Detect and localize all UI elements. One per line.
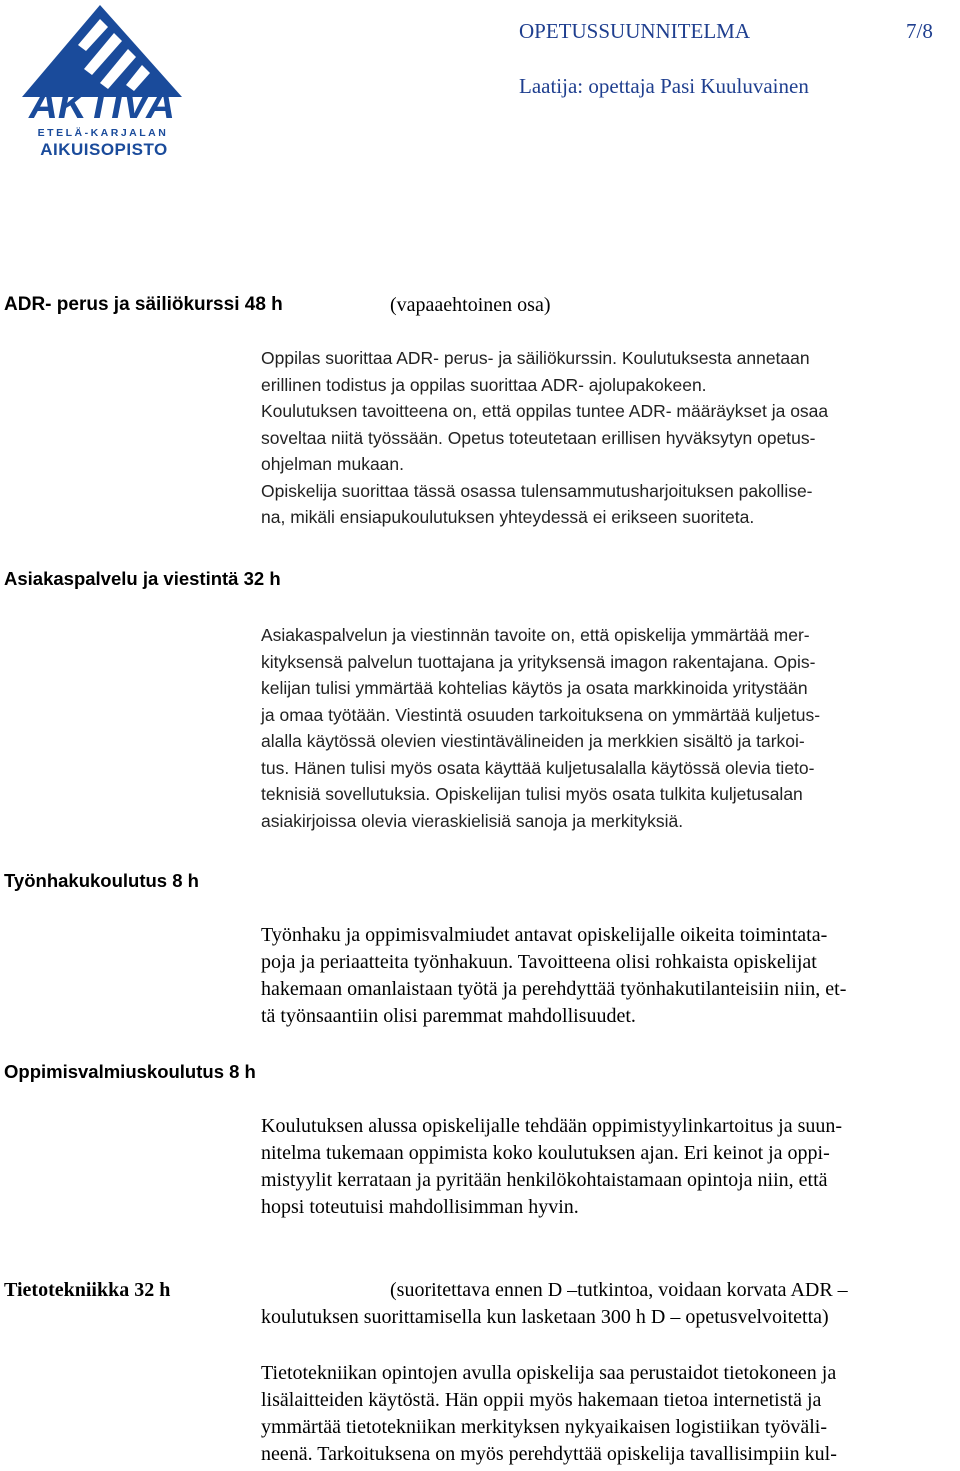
text-line: tus. Hänen tulisi myös osata käyttää kuljetusalalla käytössä olevia tieto- [261,757,815,778]
logo-brand-text: AKTIVA [29,83,175,127]
text-line: Asiakaspalvelun ja viestinnän tavoite on, että opiskelija ymmärtää mer- [261,625,810,645]
text-line: erillinen todistus ja oppilas suorittaa ADR- ajolupakokeen. [261,374,707,395]
section-note-tietotekniikka: (suoritettava ennen D –tutkintoa, voidaan korvata ADR – [390,1279,848,1301]
section-note-tietotekniikka-cont: koulutuksen suorittamisella kun lasketaan 300 h D – opetusvelvoitetta) [261,1306,829,1328]
section-label-asiakaspalvelu: Asiakaspalvelu ja viestintä 32 h [4,568,281,589]
section-label-tyonhaku: Työnhakukoulutus 8 h [4,870,199,891]
logo-subtitle-region: ETELÄ-KARJALAN [37,127,169,139]
text-line: ymmärtää tietotekniikan merkityksen nykyaikaisen logistiikan työväli- [261,1416,827,1438]
logo-subtitle-school: AIKUISOPISTO [40,140,168,159]
text-line: Oppilas suorittaa ADR- perus- ja säiliökurssin. Koulutuksesta annetaan [261,348,810,368]
text-line: nitelma tukemaan oppimista koko koulutuksen ajan. Eri keinot ja oppi- [261,1142,830,1164]
page-number: 7/8 [906,19,933,43]
text-line: kelijan tulisi ymmärtää kohtelias käytös ja osata markkinoida yritystään [261,678,808,698]
text-line: Tietotekniikan opintojen avulla opiskelija saa perustaidot tietokoneen ja [261,1362,837,1384]
text-line: Opiskelija suorittaa tässä osassa tulensammutusharjoituksen pakollise- [261,480,813,501]
section-label-oppimisvalmius: Oppimisvalmiuskoulutus 8 h [4,1061,256,1082]
text-line: kityksensä palvelun tuottajana ja yrityksensä imagon rakentajana. Opis- [261,651,816,672]
text-line: neenä. Tarkoituksena on myös perehdyttää opiskelija tavallisimpiin kul- [261,1443,837,1465]
text-line: ja omaa työtään. Viestintä osuuden tarkoituksena on ymmärtää kuljetus- [261,704,821,725]
section-text-asiakaspalvelu [261,622,960,834]
text-line: soveltaa niitä työssään. Opetus toteutetaan erillisen hyväksytyn opetus- [261,427,816,448]
text-line: Koulutuksen alussa opiskelijalle tehdään oppimistyylinkartoitus ja suun- [261,1115,843,1137]
section-label-tietotekniikka: Tietotekniikka 32 h [4,1279,171,1301]
text-line: tä työnsaantiin olisi paremmat mahdollisuudet. [261,1005,636,1027]
text-line: ohjelman mukaan. [261,454,404,474]
text-line: teknisiä sovellutuksia. Opiskelijan tulisi myös osata tulkita kuljetusalan [261,784,803,804]
text-line: asiakirjoissa olevia vieraskielisiä sanoja ja merkityksiä. [261,810,684,831]
text-line: hakemaan omanlaistaan työtä ja perehdyttää työnhakutilanteisiin niin, et- [261,978,847,1000]
text-line: hopsi toteutuisi mahdollisimman hyvin. [261,1196,579,1218]
text-line: Työnhaku ja oppimisvalmiudet antavat opiskelijalle oikeita toimintata- [261,924,828,946]
document-title: OPETUSSUUNNITELMA [519,19,750,43]
text-line: lisälaitteiden käytöstä. Hän oppii myös hakemaan tietoa internetistä ja [261,1389,822,1411]
document-author: Laatija: opettaja Pasi Kuuluvainen [519,74,809,98]
section-text-tietotekniikka [261,1360,960,1468]
text-line: Koulutuksen tavoitteena on, että oppilas tuntee ADR- määräykset ja osaa [261,401,829,421]
section-note-adr: (vapaaehtoinen osa) [390,294,551,316]
aktiva-logo [22,5,182,157]
text-line: poja ja periaatteita työnhakuun. Tavoitteena olisi rohkaista opiskelijat [261,951,817,973]
text-line: alalla käytössä olevien viestintävälineiden ja merkkien sisältö ja tarkoi- [261,731,805,751]
section-label-adr: ADR- perus ja säiliökurssi 48 h [4,294,283,315]
section-text-tyonhaku [261,922,960,1030]
section-text-adr [261,345,960,531]
text-line: na, mikäli ensiapukoulutuksen yhteydessä ei erikseen suoriteta. [261,507,755,527]
section-text-oppimisvalmius [261,1113,960,1221]
text-line: mistyylit kerrataan ja pyritään henkilökohtaistamaan opintoja niin, että [261,1169,828,1191]
